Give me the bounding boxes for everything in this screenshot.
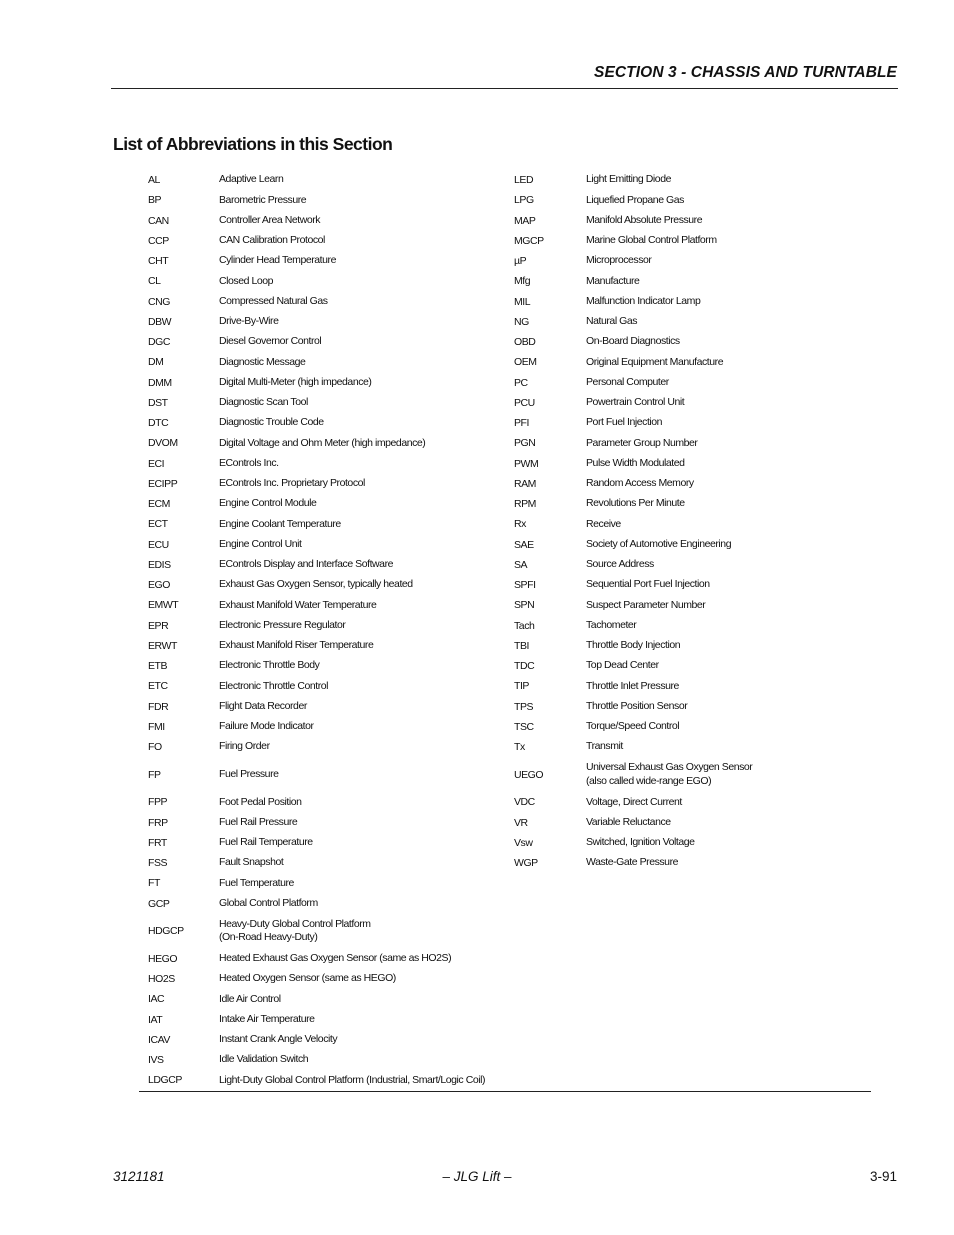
abbreviation-code: Mfg bbox=[514, 275, 531, 288]
abbreviation-code: PCU bbox=[514, 396, 535, 409]
abbreviation-row bbox=[505, 656, 871, 676]
abbreviation-code: ECI bbox=[148, 457, 165, 470]
abbreviation-code: ECIPP bbox=[148, 477, 178, 490]
abbreviation-definition: Waste-Gate Pressure bbox=[586, 856, 679, 869]
abbreviation-code: HEGO bbox=[148, 952, 178, 965]
abbreviation-row bbox=[505, 474, 871, 494]
abbreviation-row bbox=[505, 393, 871, 413]
abbreviation-row bbox=[139, 894, 505, 914]
abbreviation-row bbox=[139, 312, 505, 332]
abbreviation-row bbox=[139, 352, 505, 372]
abbreviation-row bbox=[139, 595, 505, 615]
abbreviation-definition: Source Address bbox=[586, 558, 654, 571]
abbreviation-row bbox=[505, 792, 871, 812]
abbreviation-definition: Fuel Rail Pressure bbox=[219, 815, 298, 828]
abbreviation-definition: Revolutions Per Minute bbox=[586, 497, 685, 510]
abbreviation-row bbox=[505, 454, 871, 474]
abbreviation-row bbox=[139, 514, 505, 534]
abbreviation-definition: EControls Inc. bbox=[219, 456, 279, 469]
abbreviation-row bbox=[505, 813, 871, 833]
abbreviation-definition: Switched, Ignition Voltage bbox=[586, 836, 695, 849]
abbreviation-definition: Sequential Port Fuel Injection bbox=[586, 578, 710, 591]
abbreviation-row bbox=[139, 813, 505, 833]
abbreviation-definition: Engine Coolant Temperature bbox=[219, 517, 341, 530]
abbreviation-definition: Heated Oxygen Sensor (same as HEGO) bbox=[219, 972, 396, 985]
abbreviation-row bbox=[139, 1070, 505, 1090]
abbreviation-row bbox=[139, 833, 505, 853]
abbreviation-definition: Fuel Temperature bbox=[219, 876, 294, 889]
abbreviation-definition: Torque/Speed Control bbox=[586, 720, 680, 733]
abbreviation-definition: Tachometer bbox=[586, 618, 637, 631]
abbreviation-code: DTC bbox=[148, 417, 169, 430]
abbreviations-left-column bbox=[139, 170, 505, 1091]
abbreviation-code: UEGO bbox=[514, 768, 544, 781]
abbreviation-row bbox=[505, 595, 871, 615]
abbreviation-row bbox=[139, 332, 505, 352]
abbreviation-definition: On-Board Diagnostics bbox=[586, 335, 680, 348]
abbreviation-definition: Exhaust Manifold Riser Temperature bbox=[219, 639, 374, 652]
abbreviation-row bbox=[505, 555, 871, 575]
abbreviation-row bbox=[139, 853, 505, 873]
abbreviation-definition: CAN Calibration Protocol bbox=[219, 234, 325, 247]
abbreviation-code: TBI bbox=[514, 639, 529, 652]
abbreviation-code: FSS bbox=[148, 857, 168, 870]
abbreviation-row bbox=[505, 636, 871, 656]
abbreviation-definition: Diagnostic Scan Tool bbox=[219, 396, 308, 409]
abbreviation-code: Tx bbox=[514, 741, 525, 754]
abbreviation-code: EDIS bbox=[148, 558, 171, 571]
abbreviation-code: FMI bbox=[148, 720, 165, 733]
abbreviation-definition: Natural Gas bbox=[586, 315, 638, 328]
abbreviation-definition: Electronic Throttle Body bbox=[219, 659, 320, 672]
abbreviation-definition: Digital Multi-Meter (high impedance) bbox=[219, 375, 372, 388]
abbreviation-definition: Universal Exhaust Gas Oxygen Sensor (also called wide-range EGO) bbox=[586, 761, 753, 787]
abbreviation-definition: Idle Air Control bbox=[219, 992, 281, 1005]
abbreviation-row bbox=[139, 616, 505, 636]
footer-publisher: – JLG Lift – bbox=[442, 1169, 512, 1184]
abbreviation-row bbox=[139, 292, 505, 312]
abbreviation-definition: Microprocessor bbox=[586, 254, 652, 267]
abbreviation-row bbox=[505, 494, 871, 514]
abbreviation-definition: Variable Reluctance bbox=[586, 815, 671, 828]
abbreviation-definition: Voltage, Direct Current bbox=[586, 795, 682, 808]
abbreviation-code: FDR bbox=[148, 700, 169, 713]
abbreviation-code: DBW bbox=[148, 315, 172, 328]
abbreviation-row bbox=[505, 251, 871, 271]
abbreviation-definition: Fuel Rail Temperature bbox=[219, 836, 313, 849]
abbreviation-row bbox=[139, 433, 505, 453]
abbreviation-row bbox=[139, 251, 505, 271]
abbreviation-definition: Electronic Pressure Regulator bbox=[219, 618, 346, 631]
abbreviation-row bbox=[139, 373, 505, 393]
abbreviation-code: Vsw bbox=[514, 836, 533, 849]
abbreviation-definition: Diagnostic Trouble Code bbox=[219, 416, 324, 429]
abbreviation-definition: Cylinder Head Temperature bbox=[219, 254, 336, 267]
abbreviation-definition: EControls Inc. Proprietary Protocol bbox=[219, 477, 365, 490]
abbreviation-definition: Failure Mode Indicator bbox=[219, 720, 314, 733]
abbreviation-definition: Manufacture bbox=[586, 274, 640, 287]
abbreviation-row bbox=[139, 989, 505, 1009]
abbreviation-definition: Transmit bbox=[586, 740, 623, 753]
abbreviation-code: OBD bbox=[514, 336, 536, 349]
abbreviation-code: DVOM bbox=[148, 437, 178, 450]
abbreviation-definition: Parameter Group Number bbox=[586, 436, 698, 449]
abbreviation-code: ETC bbox=[148, 680, 168, 693]
abbreviation-definition: Diesel Governor Control bbox=[219, 335, 322, 348]
abbreviation-code: DMM bbox=[148, 376, 172, 389]
abbreviation-row bbox=[139, 1050, 505, 1070]
abbreviation-definition: Throttle Position Sensor bbox=[586, 699, 688, 712]
abbreviation-row bbox=[139, 656, 505, 676]
abbreviation-code: Rx bbox=[514, 518, 526, 531]
abbreviation-row bbox=[505, 853, 871, 873]
abbreviation-row bbox=[139, 271, 505, 291]
abbreviation-row bbox=[139, 949, 505, 969]
footer-page-number: 3-91 bbox=[869, 1169, 897, 1184]
abbreviation-code: BP bbox=[148, 194, 162, 207]
abbreviation-row bbox=[505, 433, 871, 453]
abbreviation-code: FT bbox=[148, 877, 160, 890]
abbreviation-row bbox=[505, 676, 871, 696]
abbreviation-code: RPM bbox=[514, 498, 536, 511]
abbreviation-code: PFI bbox=[514, 417, 529, 430]
abbreviation-code: FP bbox=[148, 768, 161, 781]
table-bottom-divider bbox=[139, 1091, 871, 1092]
abbreviation-row bbox=[505, 292, 871, 312]
abbreviation-definition: Light-Duty Global Control Platform (Industrial, Smart/Logic Coil) bbox=[219, 1073, 486, 1086]
abbreviation-definition: Closed Loop bbox=[219, 274, 274, 287]
abbreviation-row bbox=[505, 332, 871, 352]
abbreviation-code: DGC bbox=[148, 336, 170, 349]
abbreviation-row bbox=[139, 170, 505, 190]
abbreviation-row bbox=[505, 535, 871, 555]
abbreviation-code: SPFI bbox=[514, 579, 536, 592]
abbreviation-code: LPG bbox=[514, 194, 534, 207]
abbreviation-row bbox=[505, 717, 871, 737]
abbreviation-code: TPS bbox=[514, 700, 534, 713]
abbreviation-row bbox=[505, 211, 871, 231]
abbreviation-code: Tach bbox=[514, 619, 535, 632]
abbreviation-row bbox=[139, 676, 505, 696]
abbreviation-code: CAN bbox=[148, 214, 169, 227]
abbreviation-row bbox=[505, 190, 871, 210]
abbreviation-code: IVS bbox=[148, 1054, 164, 1067]
abbreviation-definition: Receive bbox=[586, 517, 621, 530]
abbreviation-code: AL bbox=[148, 174, 160, 187]
abbreviation-row bbox=[505, 737, 871, 757]
abbreviation-code: HDGCP bbox=[148, 925, 184, 938]
abbreviation-definition: Society of Automotive Engineering bbox=[586, 537, 732, 550]
abbreviation-code: VDC bbox=[514, 796, 535, 809]
section-header-title: SECTION 3 - CHASSIS AND TURNTABLE bbox=[594, 64, 897, 81]
abbreviation-code: PC bbox=[514, 376, 528, 389]
abbreviation-row bbox=[505, 575, 871, 595]
abbreviation-row bbox=[139, 792, 505, 812]
abbreviation-code: PGN bbox=[514, 437, 536, 450]
abbreviation-row bbox=[139, 474, 505, 494]
abbreviation-definition: Original Equipment Manufacture bbox=[586, 355, 724, 368]
abbreviation-code: IAT bbox=[148, 1013, 163, 1026]
abbreviation-row bbox=[139, 873, 505, 893]
abbreviation-code: EGO bbox=[148, 579, 170, 592]
abbreviation-definition: Intake Air Temperature bbox=[219, 1012, 315, 1025]
abbreviation-definition: Liquefied Propane Gas bbox=[586, 193, 684, 206]
abbreviation-row bbox=[139, 1010, 505, 1030]
abbreviation-row bbox=[139, 914, 505, 949]
abbreviation-definition: Pulse Width Modulated bbox=[586, 456, 685, 469]
abbreviation-code: MIL bbox=[514, 295, 531, 308]
abbreviation-definition: Heated Exhaust Gas Oxygen Sensor (same as HO2S) bbox=[219, 952, 452, 965]
abbreviation-code: GCP bbox=[148, 897, 170, 910]
abbreviation-definition: Drive-By-Wire bbox=[219, 315, 279, 328]
abbreviation-code: VR bbox=[514, 816, 528, 829]
abbreviation-code: ETB bbox=[148, 660, 168, 673]
abbreviation-code: CNG bbox=[148, 295, 170, 308]
abbreviation-row bbox=[505, 757, 871, 792]
abbreviation-row bbox=[139, 494, 505, 514]
abbreviation-definition: Adaptive Learn bbox=[219, 173, 284, 186]
abbreviation-definition: Barometric Pressure bbox=[219, 193, 307, 206]
abbreviation-row bbox=[139, 757, 505, 792]
abbreviation-row bbox=[139, 717, 505, 737]
abbreviation-code: SPN bbox=[514, 599, 535, 612]
abbreviation-definition: Idle Validation Switch bbox=[219, 1053, 309, 1066]
abbreviation-row bbox=[139, 535, 505, 555]
abbreviation-definition: Suspect Parameter Number bbox=[586, 598, 706, 611]
abbreviation-row bbox=[505, 352, 871, 372]
abbreviation-code: RAM bbox=[514, 477, 536, 490]
abbreviation-code: MAP bbox=[514, 214, 536, 227]
abbreviation-definition: EControls Display and Interface Software bbox=[219, 558, 394, 571]
header-divider bbox=[111, 88, 898, 89]
abbreviation-code: OEM bbox=[514, 356, 537, 369]
abbreviation-definition: Instant Crank Angle Velocity bbox=[219, 1033, 338, 1046]
abbreviation-row bbox=[505, 170, 871, 190]
abbreviation-row bbox=[505, 271, 871, 291]
abbreviation-definition: Top Dead Center bbox=[586, 659, 659, 672]
abbreviation-code: EPR bbox=[148, 619, 169, 632]
abbreviation-definition: Diagnostic Message bbox=[219, 355, 306, 368]
abbreviation-row bbox=[139, 555, 505, 575]
abbreviation-code: ERWT bbox=[148, 639, 177, 652]
abbreviation-definition: Exhaust Manifold Water Temperature bbox=[219, 598, 377, 611]
abbreviation-code: µP bbox=[514, 255, 527, 268]
abbreviation-definition: Personal Computer bbox=[586, 375, 669, 388]
abbreviation-definition: Exhaust Gas Oxygen Sensor, typically heated bbox=[219, 578, 413, 591]
abbreviation-definition: Malfunction Indicator Lamp bbox=[586, 294, 701, 307]
abbreviation-definition: Manifold Absolute Pressure bbox=[586, 213, 703, 226]
abbreviation-row bbox=[139, 737, 505, 757]
abbreviation-definition: Powertrain Control Unit bbox=[586, 396, 685, 409]
abbreviation-code: ICAV bbox=[148, 1033, 170, 1046]
abbreviation-code: HO2S bbox=[148, 973, 175, 986]
abbreviation-definition: Compressed Natural Gas bbox=[219, 294, 328, 307]
abbreviation-definition: Fault Snapshot bbox=[219, 856, 284, 869]
abbreviation-code: TSC bbox=[514, 720, 534, 733]
abbreviation-row bbox=[139, 1030, 505, 1050]
abbreviation-code: ECU bbox=[148, 538, 169, 551]
footer-doc-number: 3121181 bbox=[113, 1169, 165, 1184]
abbreviation-code: FPP bbox=[148, 796, 168, 809]
abbreviation-row bbox=[505, 373, 871, 393]
section-heading: List of Abbreviations in this Section bbox=[113, 134, 393, 154]
abbreviation-definition: Electronic Throttle Control bbox=[219, 679, 329, 692]
abbreviation-definition: Controller Area Network bbox=[219, 213, 321, 226]
abbreviations-right-column bbox=[505, 170, 871, 873]
abbreviation-definition: Heavy-Duty Global Control Platform (On-Road Heavy-Duty) bbox=[219, 917, 371, 944]
abbreviation-definition: Digital Voltage and Ohm Meter (high impedance) bbox=[219, 436, 426, 449]
abbreviation-code: TIP bbox=[514, 680, 529, 693]
abbreviation-code: EMWT bbox=[148, 599, 179, 612]
abbreviation-row bbox=[505, 312, 871, 332]
abbreviation-code: ECT bbox=[148, 518, 168, 531]
abbreviation-definition: Random Access Memory bbox=[586, 477, 694, 490]
abbreviation-row bbox=[505, 514, 871, 534]
abbreviation-definition: Firing Order bbox=[219, 740, 270, 753]
abbreviation-code: CHT bbox=[148, 255, 169, 268]
abbreviation-code: FO bbox=[148, 741, 162, 754]
abbreviation-code: SA bbox=[514, 558, 528, 571]
abbreviation-code: SAE bbox=[514, 538, 534, 551]
abbreviation-code: DM bbox=[148, 356, 164, 369]
abbreviation-code: CCP bbox=[148, 234, 169, 247]
abbreviation-definition: Throttle Body Injection bbox=[586, 639, 681, 652]
abbreviation-definition: Fuel Pressure bbox=[219, 768, 279, 780]
abbreviation-row bbox=[139, 697, 505, 717]
abbreviation-definition: Foot Pedal Position bbox=[219, 795, 302, 808]
abbreviation-row bbox=[139, 190, 505, 210]
abbreviation-row bbox=[139, 454, 505, 474]
abbreviation-row bbox=[139, 413, 505, 433]
abbreviation-code: FRT bbox=[148, 836, 167, 849]
abbreviation-definition: Engine Control Module bbox=[219, 497, 317, 510]
abbreviation-definition: Throttle Inlet Pressure bbox=[586, 679, 679, 692]
abbreviation-row bbox=[139, 969, 505, 989]
abbreviation-code: PWM bbox=[514, 457, 539, 470]
abbreviation-definition: Engine Control Unit bbox=[219, 537, 302, 550]
abbreviation-row bbox=[505, 697, 871, 717]
abbreviation-code: CL bbox=[148, 275, 161, 288]
abbreviation-code: LDGCP bbox=[148, 1074, 182, 1087]
abbreviation-row bbox=[505, 833, 871, 853]
abbreviation-code: FRP bbox=[148, 816, 168, 829]
abbreviation-code: ECM bbox=[148, 498, 170, 511]
abbreviation-code: IAC bbox=[148, 993, 165, 1006]
abbreviation-row bbox=[139, 393, 505, 413]
abbreviation-code: LED bbox=[514, 174, 534, 187]
abbreviation-definition: Light Emitting Diode bbox=[586, 173, 671, 186]
abbreviation-definition: Port Fuel Injection bbox=[586, 416, 663, 429]
abbreviation-row bbox=[139, 575, 505, 595]
abbreviation-row bbox=[139, 211, 505, 231]
abbreviation-code: MGCP bbox=[514, 234, 544, 247]
abbreviation-row bbox=[139, 636, 505, 656]
abbreviation-row bbox=[505, 231, 871, 251]
abbreviation-code: WGP bbox=[514, 857, 538, 870]
abbreviation-row bbox=[139, 231, 505, 251]
abbreviation-row bbox=[505, 616, 871, 636]
abbreviation-code: TDC bbox=[514, 660, 535, 673]
abbreviation-code: NG bbox=[514, 315, 529, 328]
abbreviation-definition: Global Control Platform bbox=[219, 896, 318, 909]
abbreviation-code: DST bbox=[148, 396, 168, 409]
abbreviation-row bbox=[505, 413, 871, 433]
abbreviation-definition: Flight Data Recorder bbox=[219, 699, 307, 712]
abbreviation-definition: Marine Global Control Platform bbox=[586, 234, 717, 247]
